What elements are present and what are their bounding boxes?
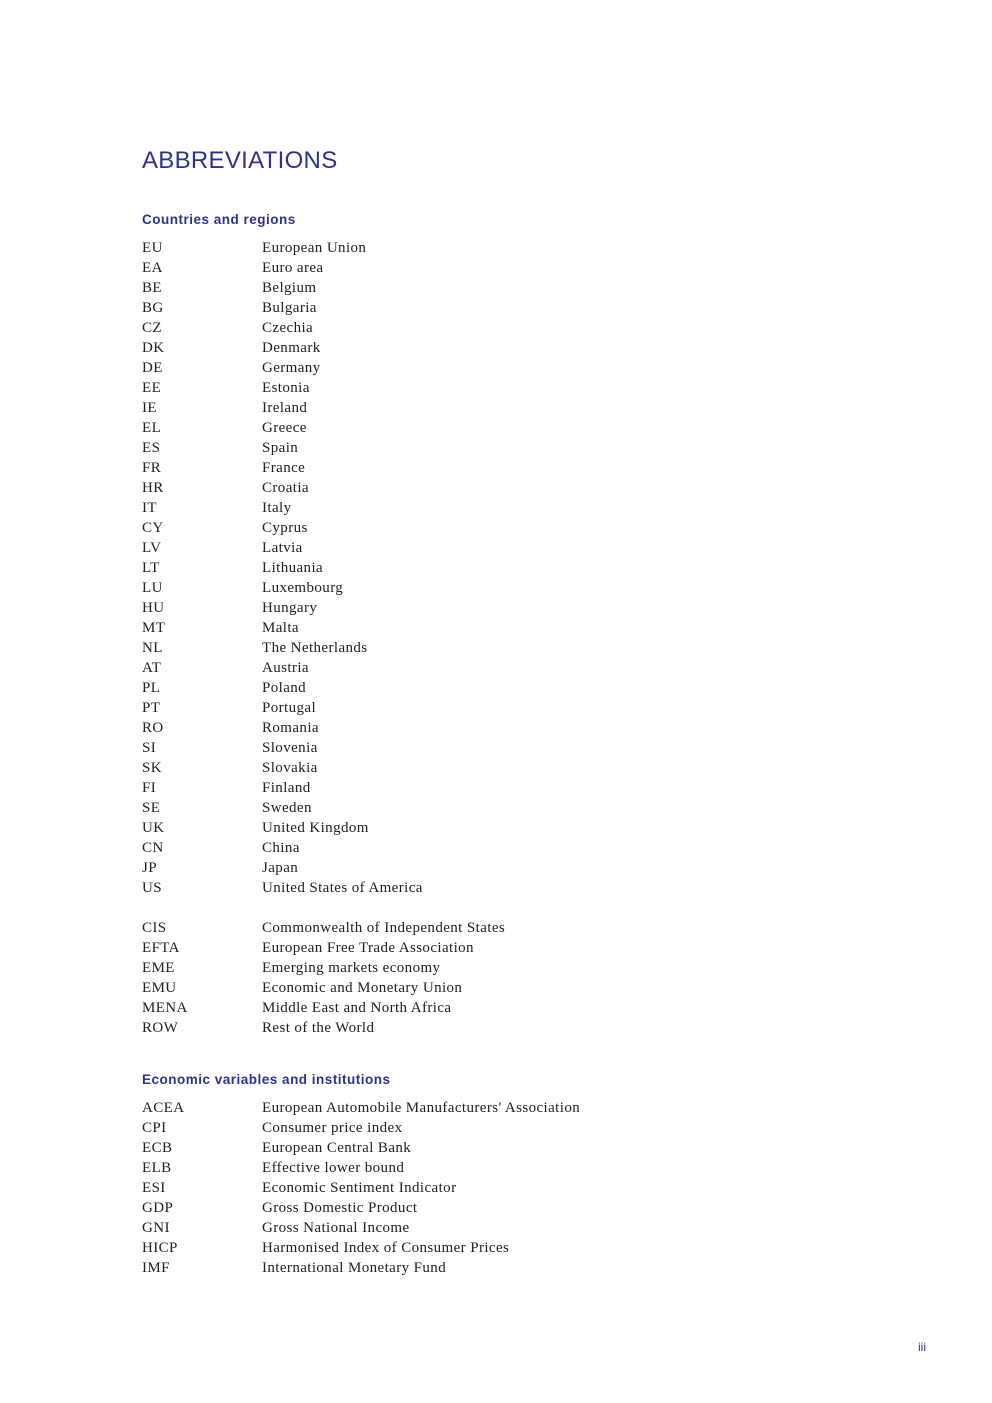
abbreviation-code: CIS [142, 920, 167, 936]
abbreviation-row [142, 1238, 580, 1258]
abbreviation-code: CZ [142, 320, 162, 336]
abbreviation-code: BE [142, 280, 162, 296]
abbreviation-row [142, 638, 505, 658]
abbreviation-row [142, 758, 505, 778]
abbreviation-description: European Free Trade Association [262, 940, 474, 956]
abbreviation-description: Harmonised Index of Consumer Prices [262, 1240, 510, 1256]
countries-heading: Countries and regions [142, 212, 296, 227]
abbreviation-code: EFTA [142, 940, 180, 956]
abbreviation-description: Belgium [262, 280, 317, 296]
abbreviation-description: Croatia [262, 480, 309, 496]
page-number: iii [918, 1340, 926, 1354]
abbreviation-description: Italy [262, 500, 292, 516]
abbreviation-description: Poland [262, 680, 307, 696]
abbreviation-code: CN [142, 840, 164, 856]
abbreviation-description: Malta [262, 620, 299, 636]
abbreviation-code: EMU [142, 980, 177, 996]
abbreviation-code: IMF [142, 1260, 170, 1276]
abbreviation-description: United Kingdom [262, 820, 369, 836]
abbreviation-code: MT [142, 620, 166, 636]
abbreviation-code: FR [142, 460, 162, 476]
abbreviation-code: ROW [142, 1020, 179, 1036]
abbreviation-row [142, 778, 505, 798]
abbreviation-code: SI [142, 740, 157, 756]
abbreviation-description: Bulgaria [262, 300, 317, 316]
abbreviation-row [142, 538, 505, 558]
abbreviation-row [142, 1118, 580, 1138]
abbreviation-row [142, 838, 505, 858]
abbreviation-row [142, 278, 505, 298]
abbreviation-code: HICP [142, 1240, 178, 1256]
abbreviation-description: International Monetary Fund [262, 1260, 447, 1276]
abbreviation-code: ELB [142, 1160, 172, 1176]
abbreviation-row [142, 1018, 505, 1038]
abbreviation-description: Euro area [262, 260, 324, 276]
abbreviation-description: Finland [262, 780, 311, 796]
abbreviation-code: ACEA [142, 1100, 185, 1116]
abbreviation-code: EE [142, 380, 162, 396]
abbreviation-description: United States of America [262, 880, 423, 896]
abbreviation-row [142, 878, 505, 898]
abbreviation-code: US [142, 880, 162, 896]
abbreviation-description: Economic Sentiment Indicator [262, 1180, 457, 1196]
abbreviation-row [142, 998, 505, 1018]
abbreviation-code: PL [142, 680, 161, 696]
abbreviation-code: NL [142, 640, 163, 656]
abbreviation-row [142, 1218, 580, 1238]
abbreviation-row [142, 318, 505, 338]
abbreviation-row [142, 578, 505, 598]
abbreviation-description: Japan [262, 860, 299, 876]
economic-list [142, 1098, 580, 1278]
abbreviation-row [142, 1178, 580, 1198]
abbreviation-row [142, 558, 505, 578]
abbreviation-code: RO [142, 720, 164, 736]
abbreviation-code: FI [142, 780, 157, 796]
countries-section [142, 210, 505, 1038]
abbreviation-row [142, 938, 505, 958]
abbreviation-code: ES [142, 440, 161, 456]
abbreviation-description: Slovenia [262, 740, 318, 756]
abbreviation-row [142, 438, 505, 458]
abbreviation-description: Economic and Monetary Union [262, 980, 463, 996]
abbreviation-row [142, 358, 505, 378]
abbreviation-code: EME [142, 960, 175, 976]
abbreviation-code: EA [142, 260, 163, 276]
abbreviation-code: EU [142, 240, 163, 256]
abbreviation-row [142, 698, 505, 718]
abbreviation-code: LT [142, 560, 160, 576]
abbreviation-row [142, 718, 505, 738]
abbreviation-row [142, 1158, 580, 1178]
abbreviation-description: European Automobile Manufacturers' Association [262, 1100, 581, 1116]
abbreviation-code: ESI [142, 1180, 166, 1196]
abbreviation-code: SE [142, 800, 161, 816]
abbreviation-code: PT [142, 700, 161, 716]
abbreviation-description: Slovakia [262, 760, 318, 776]
abbreviation-row [142, 858, 505, 878]
abbreviation-description: Ireland [262, 400, 308, 416]
abbreviation-description: Luxembourg [262, 580, 344, 596]
abbreviation-code: JP [142, 860, 157, 876]
abbreviation-row [142, 478, 505, 498]
abbreviation-description: Denmark [262, 340, 321, 356]
abbreviation-code: LU [142, 580, 163, 596]
abbreviation-description: Austria [262, 660, 309, 676]
abbreviation-code: SK [142, 760, 162, 776]
countries-list [142, 238, 505, 1038]
abbreviation-code: IE [142, 400, 157, 416]
abbreviation-description: China [262, 840, 300, 856]
abbreviation-description: Consumer price index [262, 1120, 403, 1136]
abbreviation-code: EL [142, 420, 162, 436]
abbreviation-description: Czechia [262, 320, 314, 336]
abbreviation-row [142, 658, 505, 678]
abbreviation-description: Lithuania [262, 560, 324, 576]
abbreviation-description: Latvia [262, 540, 303, 556]
abbreviation-row [142, 1198, 580, 1218]
abbreviation-description: Portugal [262, 700, 317, 716]
abbreviation-row [142, 378, 505, 398]
abbreviation-description: Commonwealth of Independent States [262, 920, 506, 936]
abbreviation-description: Middle East and North Africa [262, 1000, 452, 1016]
abbreviation-code: DE [142, 360, 163, 376]
abbreviation-row [142, 618, 505, 638]
abbreviation-row [142, 418, 505, 438]
abbreviation-code: IT [142, 500, 157, 516]
abbreviation-description: Estonia [262, 380, 310, 396]
abbreviation-code: CY [142, 520, 164, 536]
page-title: ABBREVIATIONS [142, 147, 338, 174]
abbreviation-description: Emerging markets economy [262, 960, 441, 976]
abbreviation-code: LV [142, 540, 162, 556]
abbreviation-row [142, 978, 505, 998]
abbreviation-row [142, 958, 505, 978]
abbreviation-code: DK [142, 340, 165, 356]
abbreviation-row [142, 798, 505, 818]
abbreviation-description: European Union [262, 240, 367, 256]
abbreviation-description: European Central Bank [262, 1140, 412, 1156]
abbreviation-row [142, 818, 505, 838]
abbreviation-row [142, 598, 505, 618]
abbreviation-row [142, 918, 505, 938]
economic-section [142, 1070, 580, 1278]
abbreviation-code: HU [142, 600, 165, 616]
abbreviation-code: AT [142, 660, 162, 676]
abbreviation-row [142, 338, 505, 358]
abbreviation-row [142, 258, 505, 278]
abbreviation-description: Sweden [262, 800, 312, 816]
abbreviation-code: HR [142, 480, 164, 496]
abbreviation-row [142, 298, 505, 318]
abbreviation-description: Hungary [262, 600, 318, 616]
abbreviation-code: CPI [142, 1120, 167, 1136]
abbreviation-row [142, 398, 505, 418]
abbreviation-row [142, 238, 505, 258]
economic-heading: Economic variables and institutions [142, 1072, 391, 1087]
abbreviation-description: Cyprus [262, 520, 308, 536]
abbreviation-row [142, 1138, 580, 1158]
abbreviation-description: Gross National Income [262, 1220, 410, 1236]
abbreviation-code: BG [142, 300, 164, 316]
abbreviation-description: Greece [262, 420, 307, 436]
abbreviation-row [142, 738, 505, 758]
abbreviation-description: Germany [262, 360, 321, 376]
abbreviation-description: Spain [262, 440, 299, 456]
abbreviation-description: Romania [262, 720, 319, 736]
abbreviation-description: France [262, 460, 306, 476]
abbreviation-code: UK [142, 820, 165, 836]
abbreviation-row [142, 498, 505, 518]
abbreviation-row [142, 518, 505, 538]
abbreviation-row [142, 678, 505, 698]
abbreviation-code: MENA [142, 1000, 188, 1016]
abbreviation-row [142, 1098, 580, 1118]
abbreviation-code: GDP [142, 1200, 174, 1216]
abbreviation-code: ECB [142, 1140, 173, 1156]
abbreviation-code: GNI [142, 1220, 170, 1236]
abbreviation-row [142, 458, 505, 478]
abbreviation-description: The Netherlands [262, 640, 368, 656]
abbreviation-description: Effective lower bound [262, 1160, 405, 1176]
abbreviation-row [142, 1258, 580, 1278]
abbreviation-description: Gross Domestic Product [262, 1200, 418, 1216]
abbreviation-description: Rest of the World [262, 1020, 375, 1036]
